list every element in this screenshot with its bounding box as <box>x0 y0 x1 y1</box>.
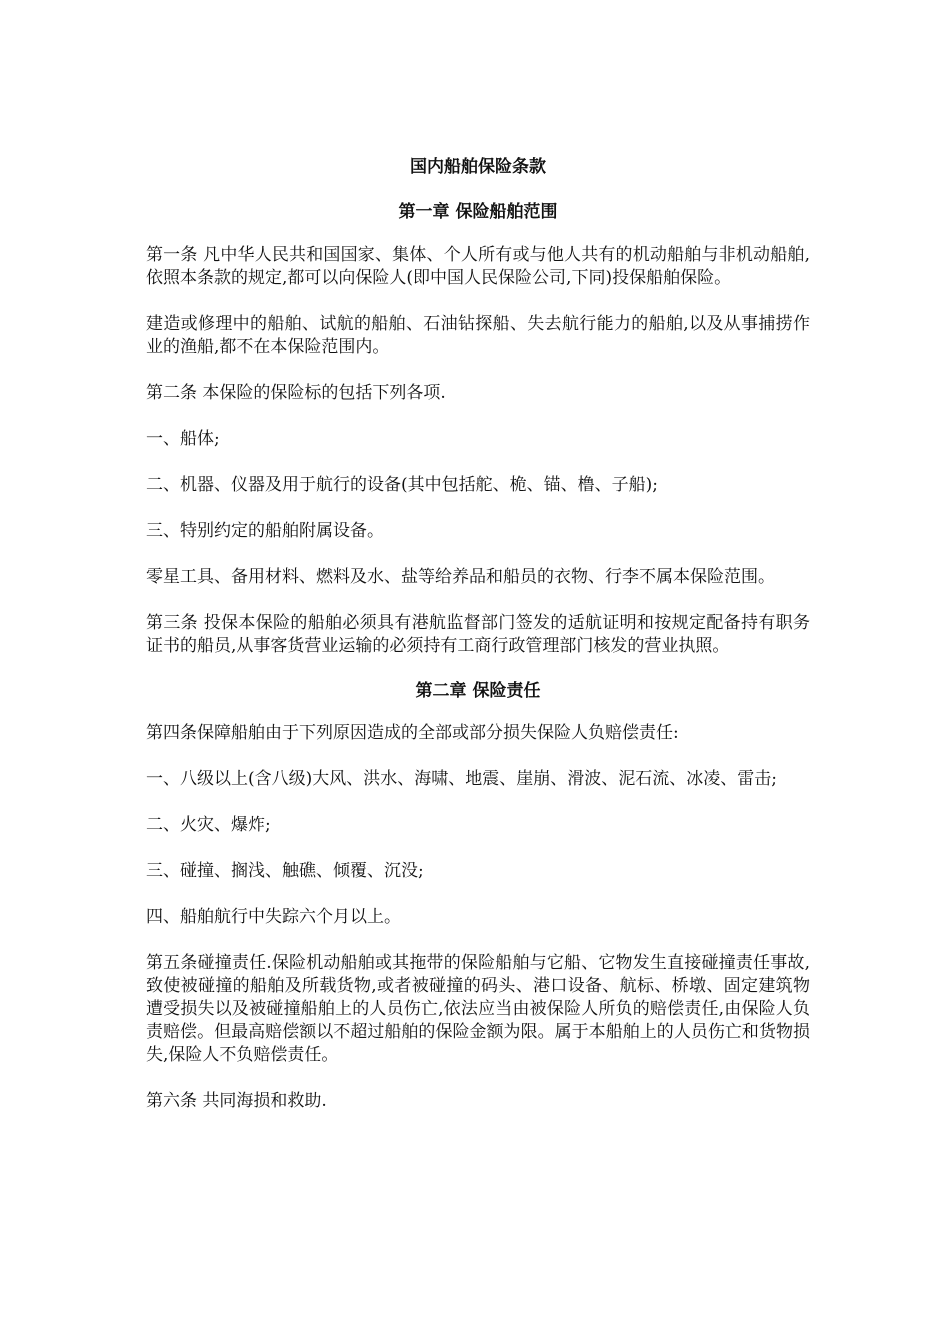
list-item-machinery: 二、机器、仪器及用于航行的设备(其中包括舵、桅、锚、橹、子船); <box>146 475 658 495</box>
list-item-hull: 一、船体; <box>146 429 220 449</box>
chapter-heading-1: 第一章 保险船舶范围 <box>398 202 558 222</box>
paragraph-article-1: 第一条 凡中华人民共和国国家、集体、个人所有或与他人共有的机动船舶与非机动船舶,依照本条款的规定,都可以向保险人(即中国人民保险公司,下同)投保船舶保险。 <box>146 245 810 288</box>
paragraph-article-2: 第二条 本保险的保险标的包括下列各项. <box>146 383 446 403</box>
paragraph-exclusions: 建造或修理中的船舶、试航的船舶、石油钻探船、失去航行能力的船舶,以及从事捕捞作业的渔船,都不在本保险范围内。 <box>146 314 810 357</box>
list-item-missing: 四、船舶航行中失踪六个月以上。 <box>146 907 401 927</box>
list-item-equipment: 三、特别约定的船舶附属设备。 <box>146 521 384 541</box>
paragraph-not-covered: 零星工具、备用材料、燃料及水、盐等给养品和船员的衣物、行李不属本保险范围。 <box>146 567 775 587</box>
list-item-fire: 二、火灾、爆炸; <box>146 815 271 835</box>
paragraph-article-6: 第六条 共同海损和救助. <box>146 1091 327 1111</box>
paragraph-article-3: 第三条 投保本保险的船舶必须具有港航监督部门签发的适航证明和按规定配备持有职务证书的船员,从事客货营业运输的必须持有工商行政管理部门核发的营业执照。 <box>146 613 810 656</box>
paragraph-article-5: 第五条碰撞责任.保险机动船舶或其拖带的保险船舶与它船、它物发生直接碰撞责任事故,致使被碰撞的船舶及所载货物,或者被碰撞的码头、港口设备、航标、桥墩、固定建筑物遭受损失以及被碰撞船舶上的人员伤亡,依法应当由被保险人所负的赔偿责任,由保险人负责赔偿。但最高赔偿额以不超过船舶的保险金额为限。属于本船舶上的人员伤亡和货物损失,保险人不负赔偿责任。 <box>146 953 810 1065</box>
document-page <box>146 155 810 1136</box>
list-item-natural-disasters: 一、八级以上(含八级)大风、洪水、海啸、地震、崖崩、滑波、泥石流、冰凌、雷击; <box>146 769 777 789</box>
paragraph-article-4: 第四条保障船舶由于下列原因造成的全部或部分损失保险人负赔偿责任: <box>146 723 679 743</box>
chapter-heading-2: 第二章 保险责任 <box>415 681 541 701</box>
list-item-collision: 三、碰撞、搁浅、触礁、倾覆、沉没; <box>146 861 424 881</box>
document-title: 国内船舶保险条款 <box>410 157 546 177</box>
